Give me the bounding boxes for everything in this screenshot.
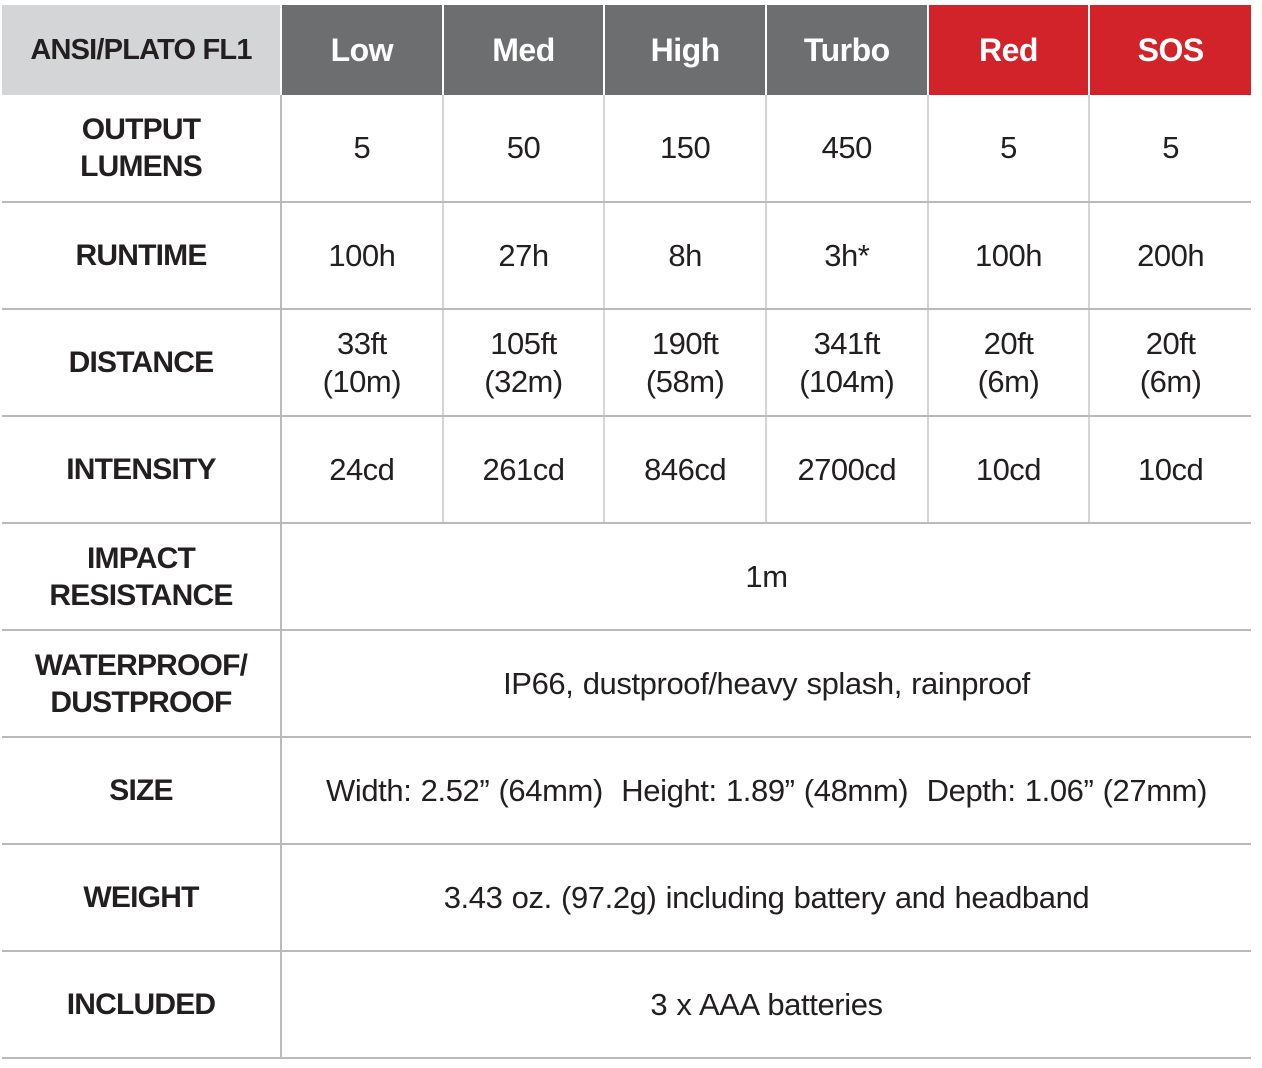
value-cell: 150 [604,95,766,202]
mode-header-turbo: Turbo [766,5,928,95]
value-cell: 100h [281,202,443,309]
value-cell: 5 [281,95,443,202]
value-cell [281,309,443,416]
value-line1: 105ft [490,325,557,361]
value-cell: 5 [1089,95,1251,202]
value-line1: 20ft [1145,325,1196,361]
value-cell: 2700cd [766,416,928,523]
mode-header-low: Low [281,5,443,95]
row-waterproof [2,630,1251,737]
row-label: DISTANCE [2,309,281,416]
value-cell: 100h [928,202,1090,309]
row-label: RUNTIME [2,202,281,309]
value-cell: 261cd [443,416,605,523]
value-cell: 10cd [928,416,1090,523]
row-output-lumens [2,95,1251,202]
value-cell [766,309,928,416]
value-line1: 33ft [336,325,387,361]
mode-header-high: High [604,5,766,95]
row-weight [2,844,1251,951]
value-cell: 3h* [766,202,928,309]
value-line1: 20ft [983,325,1034,361]
spanning-value: 3.43 oz. (97.2g) including battery and headband [281,844,1251,951]
value-line2: (10m) [322,363,402,399]
row-label: SIZE [2,737,281,844]
row-size [2,737,1251,844]
spanning-value: Width: 2.52” (64mm) Height: 1.89” (48mm) Depth: 1.06” (27mm) [281,737,1251,844]
value-line2: (104m) [799,363,895,399]
mode-header-sos: SOS [1089,5,1251,95]
value-line1: 341ft [813,325,881,361]
value-cell [443,309,605,416]
mode-header-red: Red [928,5,1090,95]
row-label-line1: WATERPROOF/ [34,648,248,682]
row-label [2,630,281,737]
row-label [2,523,281,630]
row-label-line2: LUMENS [80,150,202,183]
value-cell: 50 [443,95,605,202]
spanning-value: IP66, dustproof/heavy splash, rainproof [281,630,1251,737]
value-cell [604,309,766,416]
value-line2: (58m) [645,363,725,399]
corner-label: ANSI/PLATO FL1 [2,5,281,95]
value-line2: (32m) [484,363,563,399]
row-included [2,951,1251,1058]
row-label [2,95,281,202]
spanning-value: 3 x AAA batteries [281,951,1251,1058]
row-label-line2: RESISTANCE [49,578,233,612]
value-cell [928,309,1090,416]
header-row [2,5,1251,95]
value-cell: 450 [766,95,928,202]
row-intensity [2,416,1251,523]
spec-table [2,5,1251,1059]
row-distance [2,309,1251,416]
value-cell [1089,309,1251,416]
row-label-line1: OUTPUT [81,113,201,146]
value-cell: 10cd [1089,416,1251,523]
row-runtime [2,202,1251,309]
value-cell: 8h [604,202,766,309]
value-cell: 200h [1089,202,1251,309]
row-label: INCLUDED [2,951,281,1058]
value-cell: 24cd [281,416,443,523]
value-line2: (6m) [977,363,1040,399]
value-cell: 27h [443,202,605,309]
spanning-value: 1m [281,523,1251,630]
row-impact-resistance [2,523,1251,630]
row-label: INTENSITY [2,416,281,523]
row-label-line2: DUSTPROOF [50,685,232,719]
value-line1: 190ft [651,325,719,361]
value-cell: 846cd [604,416,766,523]
value-line2: (6m) [1139,363,1202,399]
row-label: WEIGHT [2,844,281,951]
mode-header-med: Med [443,5,605,95]
value-cell: 5 [928,95,1090,202]
row-label-line1: IMPACT [87,541,195,575]
